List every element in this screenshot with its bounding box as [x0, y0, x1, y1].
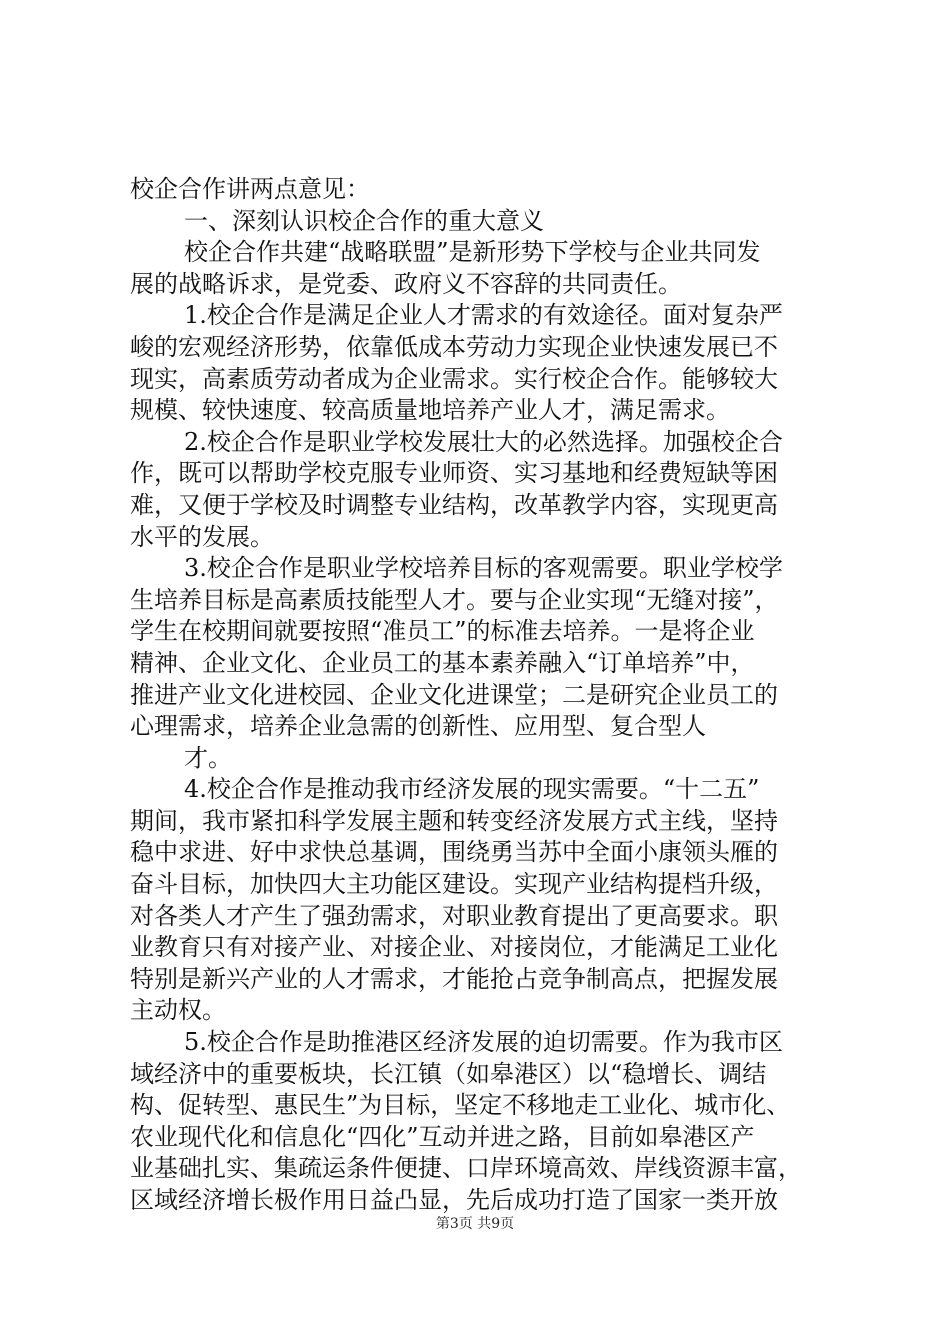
- text-line: 峻的宏观经济形势，依靠低成本劳动力实现企业快速发展已不: [130, 332, 778, 361]
- text-line: 构、促转型、惠民生”为目标，坚定不移地走工业化、城市化、: [130, 1091, 791, 1120]
- text-line: 精神、企业文化、企业员工的基本素养融入“订单培养”中，: [130, 648, 755, 677]
- text-line: 奋斗目标，加快四大主功能区建设。实现产业结构提档升级，: [130, 870, 778, 899]
- text-line: 农业现代化和信息化“四化”互动并进之路，目前如皋港区产: [130, 1122, 755, 1151]
- text-line: 5.校企合作是助推港区经济发展的迫切需要。作为我市区: [184, 1028, 783, 1057]
- text-line: 期间，我市紧扣科学发展主题和转变经济发展方式主线，坚持: [130, 806, 778, 835]
- text-line: 域经济中的重要板块，长江镇（如皋港区）以“稳增长、调结: [130, 1059, 767, 1088]
- text-line: 才。: [184, 743, 232, 772]
- text-line: 学生在校期间就要按照“准员工”的标准去培养。一是将企业: [130, 617, 755, 646]
- text-line: 心理需求，培养企业急需的创新性、应用型、复合型人: [130, 712, 706, 741]
- text-line: 业基础扎实、集疏运条件便捷、口岸环境高效、岸线资源丰富，: [130, 1154, 802, 1183]
- text-line: 作，既可以帮助学校克服专业师资、实习基地和经费短缺等困: [130, 459, 778, 488]
- text-line: 稳中求进、好中求快总基调，围绕勇当苏中全面小康领头雁的: [130, 838, 778, 867]
- text-line: 4.校企合作是推动我市经济发展的现实需要。“十二五”: [184, 775, 760, 804]
- document-body: [130, 174, 830, 1217]
- text-line: 2.校企合作是职业学校发展壮大的必然选择。加强校企合: [184, 427, 783, 456]
- text-line: 校企合作共建“战略联盟”是新形势下学校与企业共同发: [184, 238, 761, 267]
- text-line: 水平的发展。: [130, 522, 274, 551]
- text-line: 规模、较快速度、较高质量地培养产业人才，满足需求。: [130, 396, 730, 425]
- text-line: 难，又便于学校及时调整专业结构，改革教学内容，实现更高: [130, 490, 778, 519]
- text-line: 业教育只有对接产业、对接企业、对接岗位，才能满足工业化: [130, 933, 778, 962]
- text-line: 推进产业文化进校园、企业文化进课堂；二是研究企业员工的: [130, 680, 778, 709]
- text-line: 展的战略诉求，是党委、政府义不容辞的共同责任。: [130, 269, 682, 298]
- page-footer: 第3页 共9页: [435, 1216, 515, 1232]
- text-line: 生培养目标是高素质技能型人才。要与企业实现“无缝对接”，: [130, 585, 779, 614]
- text-line: 特别是新兴产业的人才需求，才能抢占竞争制高点，把握发展: [130, 964, 778, 993]
- text-line: 主动权。: [130, 996, 226, 1025]
- text-line: 现实，高素质劳动者成为企业需求。实行校企合作。能够较大: [130, 364, 778, 393]
- text-line: 1.校企合作是满足企业人才需求的有效途径。面对复杂严: [184, 301, 783, 330]
- text-line: 区域经济增长极作用日益凸显，先后成功打造了国家一类开放: [130, 1186, 778, 1214]
- text-line: 3.校企合作是职业学校培养目标的客观需要。职业学校学: [184, 554, 783, 583]
- text-line: 对各类人才产生了强劲需求，对职业教育提出了更高要求。职: [130, 901, 778, 930]
- text-line: 一、深刻认识校企合作的重大意义: [184, 206, 544, 235]
- text-line: 校企合作讲两点意见：: [130, 175, 370, 203]
